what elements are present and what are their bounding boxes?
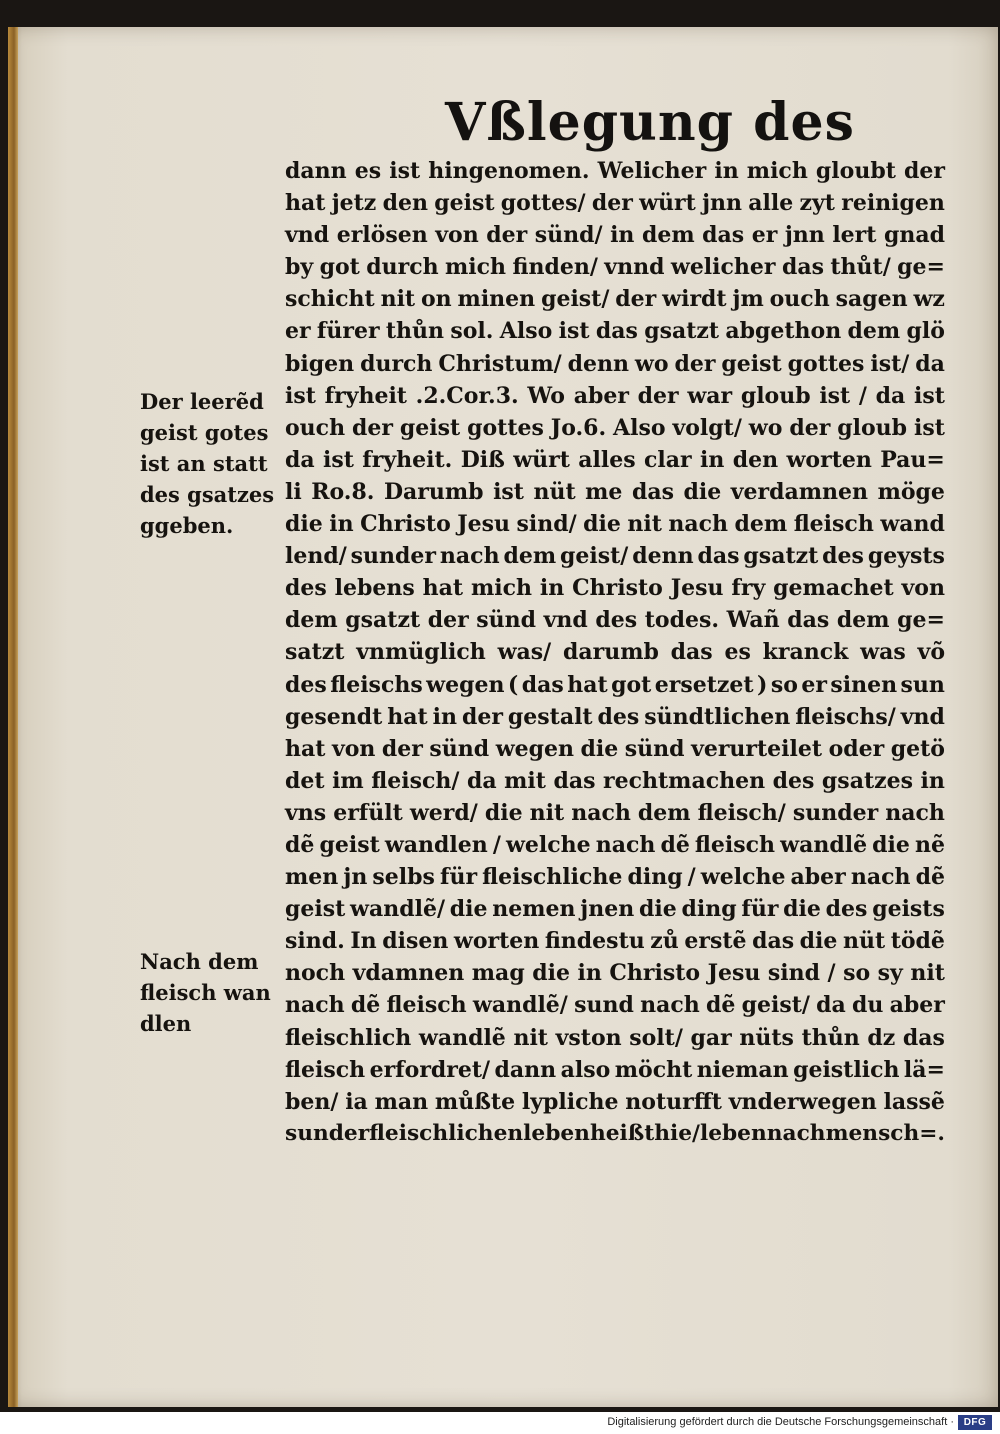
text-line: des fleischs wegen ( das hat got ersetzet ) so er sinen sun [285,671,945,698]
text-line: geist wandlẽ/ die nemen jnen die ding für die des geists [285,896,945,923]
text-line: det im fleisch/ da mit das rechtmachen des gsatzes in [285,767,945,794]
margin-gloss [140,946,290,1039]
margin-gloss [140,386,290,541]
text-line: li Ro.8. Darumb ist nüt me das die verdamnen möge [285,478,945,505]
text-line: die in Christo Jesu sind/ die nit nach dem fleisch wand [285,511,945,538]
text-line: vns erfült werd/ die nit nach dem fleisch/ sunder nach [285,799,945,826]
text-line: sind. In disen worten findestu zů erstẽ das die nüt tödẽ [285,928,945,955]
dfg-logo: DFG [958,1415,992,1430]
text-line: des lebens hat mich in Christo Jesu fry gemachet von [285,575,945,602]
text-line: gesendt hat in der gestalt des sündtlichen fleischs/ vnd [285,703,945,730]
text-line: vnd erlösen von der sünd/ in dem das er jnn lert gnad [285,222,945,249]
gloss-line: Der leerẽd [140,389,264,414]
footer-bar [0,1412,1000,1434]
text-line: schicht nit on minen geist/ der wirdt jm ouch sagen wz [285,286,945,313]
text-line: satzt vnmüglich was/ darumb das es kranck was võ [285,639,945,666]
text-line: by got durch mich finden/ vnnd welicher das thůt/ ge= [285,254,945,281]
text-line: dem gsatzt der sünd vnd des todes. Wañ das dem ge= [285,607,945,634]
body-text [285,155,945,1150]
text-line: bigen durch Christum/ denn wo der geist gottes ist/ da [285,350,945,377]
text-line: nach dẽ fleisch wandlẽ/ sund nach dẽ geist/ da du aber [285,992,945,1019]
text-line: ben/ ia man můßte lypliche noturfft vnderwegen lassẽ [285,1088,945,1115]
text-line: men jn selbs für fleischliche ding / welche aber nach dẽ [285,864,945,891]
text-line: ouch der geist gottes Jo.6. Also volgt/ wo der gloub ist [285,414,945,441]
text-line: hat jetz den geist gottes/ der würt jnn alle zyt reinigen [285,190,945,217]
text-line: noch vdamnen mag die in Christo Jesu sind / so sy nit [285,960,945,987]
text-line: hat von der sünd wegen die sünd verurteilet oder getö [285,735,945,762]
gloss-line: dlen [140,1011,192,1036]
text-line: dann es ist hingenomen. Welicher in mich gloubt der [285,158,945,184]
gloss-line: geist gotes [140,420,269,445]
text-line: da ist fryheit. Diß würt alles clar in den worten Pau= [285,446,945,473]
text-line: fleisch erfordret/ dann also möcht nieman geistlich lä= [285,1056,945,1083]
text-line: fleischlich wandlẽ nit vston solt/ gar nüts thůn dz das [285,1024,945,1051]
gloss-line: ggeben. [140,513,234,538]
gloss-line: Nach dem [140,949,259,974]
running-head: Vßlegung des [445,92,855,153]
text-line: er fürer thůn sol. Also ist das gsatzt abgethon dem glö [285,318,945,345]
gloss-line: des gsatzes [140,482,275,507]
text-line: lend/ sunder nach dem geist/ denn das gsatzt des geysts [285,543,945,570]
funding-credit: Digitalisierung gefördert durch die Deutsche Forschungsgemeinschaft · [607,1416,954,1428]
gilt-page-edge [8,27,18,1407]
text-line: ist fryheit .2.Cor.3. Wo aber der war gloub ist / da ist [285,382,945,409]
text-line: sunder fleischlichen leben heißt hie/ leben nach mensch=. [285,1120,945,1146]
text-line: dẽ geist wandlen / welche nach dẽ fleisch wandlẽ die nẽ [285,831,945,858]
gloss-line: ist an statt [140,451,268,476]
gloss-line: fleisch wan [140,980,271,1005]
